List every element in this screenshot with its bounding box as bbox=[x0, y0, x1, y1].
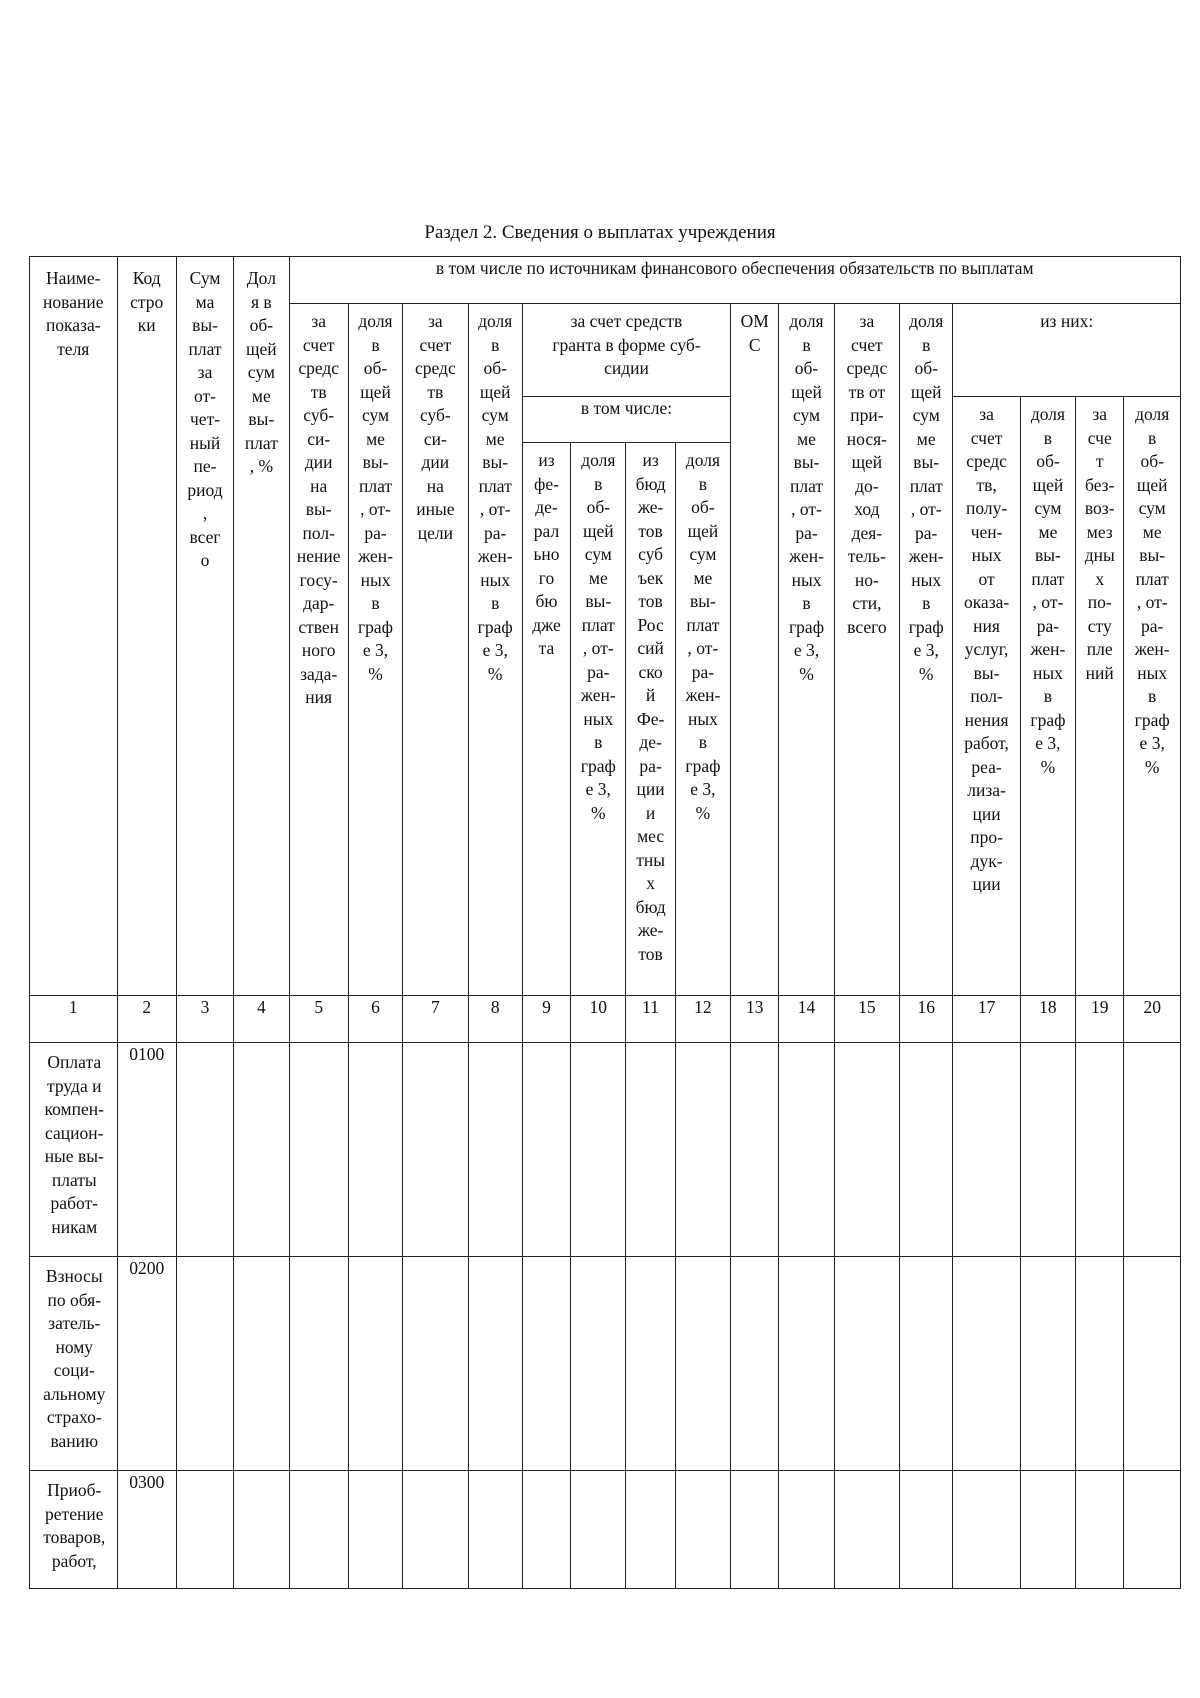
value-cell[interactable] bbox=[1076, 1471, 1124, 1589]
col-number: 12 bbox=[675, 996, 730, 1043]
col-number: 15 bbox=[834, 996, 899, 1043]
col-number: 16 bbox=[900, 996, 953, 1043]
header-of-which: из них: bbox=[953, 304, 1181, 397]
col-number: 6 bbox=[348, 996, 402, 1043]
value-cell[interactable] bbox=[779, 1471, 834, 1589]
header-col-18: доля в об- щей сум ме вы- плат , от- ра- жен- ных в граф е 3, % bbox=[1020, 397, 1075, 996]
header-col-7: за счет средс тв суб- си- дии на иные цели bbox=[403, 304, 468, 996]
value-cell[interactable] bbox=[176, 1043, 233, 1257]
row-name-cell: Приоб- ретение товаров, работ, bbox=[30, 1471, 118, 1589]
value-cell[interactable] bbox=[234, 1257, 289, 1471]
value-cell[interactable] bbox=[348, 1471, 402, 1589]
value-cell[interactable] bbox=[571, 1471, 626, 1589]
value-cell[interactable] bbox=[675, 1043, 730, 1257]
value-cell[interactable] bbox=[1020, 1043, 1075, 1257]
header-funding-sources: в том числе по источникам финансового обеспечения обязательств по выплатам bbox=[289, 257, 1180, 304]
row-name-cell: Оплата труда и компен- сацион- ные вы- платы работ- никам bbox=[30, 1043, 118, 1257]
col-number: 5 bbox=[289, 996, 348, 1043]
col-number: 2 bbox=[117, 996, 176, 1043]
header-col-17: за счет средс тв, полу- чен- ных от оказа- ния услуг, вы- пол- нения работ, реа- лиза- ции про- дук- ции bbox=[953, 397, 1020, 996]
col-number: 4 bbox=[234, 996, 289, 1043]
value-cell[interactable] bbox=[779, 1043, 834, 1257]
header-total-share: Дол я в об- щей сум ме вы- плат , % bbox=[234, 257, 289, 996]
header-indicator-name: Наиме- нование показа- теля bbox=[30, 257, 118, 996]
value-cell[interactable] bbox=[234, 1471, 289, 1589]
value-cell[interactable] bbox=[468, 1043, 522, 1257]
value-cell[interactable] bbox=[626, 1257, 675, 1471]
value-cell[interactable] bbox=[900, 1471, 953, 1589]
value-cell[interactable] bbox=[522, 1257, 570, 1471]
value-cell[interactable] bbox=[571, 1043, 626, 1257]
header-col-11: из бюд же- тов суб ъек тов Рос сий ско й Фе- де- ра- ции и мес тны х бюд же- тов bbox=[626, 443, 675, 996]
col-number: 17 bbox=[953, 996, 1020, 1043]
value-cell[interactable] bbox=[675, 1471, 730, 1589]
value-cell[interactable] bbox=[834, 1471, 899, 1589]
section-title: Раздел 2. Сведения о выплатах учреждения bbox=[424, 222, 776, 243]
header-col-13: ОМ С bbox=[731, 304, 779, 996]
value-cell[interactable] bbox=[234, 1043, 289, 1257]
header-col-20: доля в об- щей сум ме вы- плат , от- ра- жен- ных в граф е 3, % bbox=[1124, 397, 1181, 996]
value-cell[interactable] bbox=[900, 1043, 953, 1257]
value-cell[interactable] bbox=[1020, 1257, 1075, 1471]
col-number: 19 bbox=[1076, 996, 1124, 1043]
value-cell[interactable] bbox=[468, 1471, 522, 1589]
value-cell[interactable] bbox=[731, 1471, 779, 1589]
row-code-cell: 0100 bbox=[117, 1043, 176, 1257]
header-col-19: за сче т без- воз- мез дны х по- сту пле ний bbox=[1076, 397, 1124, 996]
value-cell[interactable] bbox=[176, 1471, 233, 1589]
value-cell[interactable] bbox=[176, 1257, 233, 1471]
value-cell[interactable] bbox=[403, 1471, 468, 1589]
value-cell[interactable] bbox=[348, 1257, 402, 1471]
col-number: 3 bbox=[176, 996, 233, 1043]
value-cell[interactable] bbox=[953, 1257, 1020, 1471]
header-col-6: доля в об- щей сум ме вы- плат , от- ра- жен- ных в граф е 3, % bbox=[348, 304, 402, 996]
value-cell[interactable] bbox=[834, 1043, 899, 1257]
value-cell[interactable] bbox=[403, 1257, 468, 1471]
col-number: 13 bbox=[731, 996, 779, 1043]
col-number: 10 bbox=[571, 996, 626, 1043]
header-col-8: доля в об- щей сум ме вы- плат , от- ра- жен- ных в граф е 3, % bbox=[468, 304, 522, 996]
row-code-cell: 0300 bbox=[117, 1471, 176, 1589]
header-col-15: за счет средс тв от при- нося- щей до- ход дея- тель- но- сти, всего bbox=[834, 304, 899, 996]
col-number: 20 bbox=[1124, 996, 1181, 1043]
header-col-12: доля в об- щей сум ме вы- плат , от- ра- жен- ных в граф е 3, % bbox=[675, 443, 730, 996]
value-cell[interactable] bbox=[953, 1043, 1020, 1257]
table-row bbox=[30, 1043, 1181, 1257]
value-cell[interactable] bbox=[1020, 1471, 1075, 1589]
value-cell[interactable] bbox=[953, 1471, 1020, 1589]
header-col-5: за счет средс тв суб- си- дии на вы- пол- нение госу- дар- ствен ного зада- ния bbox=[289, 304, 348, 996]
value-cell[interactable] bbox=[626, 1471, 675, 1589]
col-number: 14 bbox=[779, 996, 834, 1043]
header-grant-group: за счет средств гранта в форме суб- сидии bbox=[522, 304, 730, 397]
value-cell[interactable] bbox=[731, 1043, 779, 1257]
column-numbers-row bbox=[30, 996, 1181, 1043]
value-cell[interactable] bbox=[1076, 1257, 1124, 1471]
table-row bbox=[30, 1257, 1181, 1471]
header-col-16: доля в об- щей сум ме вы- плат , от- ра- жен- ных в граф е 3, % bbox=[900, 304, 953, 996]
col-number: 11 bbox=[626, 996, 675, 1043]
value-cell[interactable] bbox=[468, 1257, 522, 1471]
header-row-1 bbox=[30, 257, 1181, 304]
col-number: 9 bbox=[522, 996, 570, 1043]
header-col-14: доля в об- щей сум ме вы- плат , от- ра- жен- ных в граф е 3, % bbox=[779, 304, 834, 996]
value-cell[interactable] bbox=[289, 1043, 348, 1257]
value-cell[interactable] bbox=[289, 1471, 348, 1589]
value-cell[interactable] bbox=[522, 1043, 570, 1257]
value-cell[interactable] bbox=[1124, 1471, 1181, 1589]
col-number: 1 bbox=[30, 996, 118, 1043]
payments-table bbox=[29, 256, 1181, 1589]
col-number: 7 bbox=[403, 996, 468, 1043]
col-number: 8 bbox=[468, 996, 522, 1043]
value-cell[interactable] bbox=[626, 1043, 675, 1257]
value-cell[interactable] bbox=[731, 1257, 779, 1471]
col-number: 18 bbox=[1020, 996, 1075, 1043]
value-cell[interactable] bbox=[900, 1257, 953, 1471]
header-col-10: доля в об- щей сум ме вы- плат , от- ра- жен- ных в граф е 3, % bbox=[571, 443, 626, 996]
value-cell[interactable] bbox=[522, 1471, 570, 1589]
value-cell[interactable] bbox=[348, 1043, 402, 1257]
value-cell[interactable] bbox=[779, 1257, 834, 1471]
row-code-cell: 0200 bbox=[117, 1257, 176, 1471]
header-col-9: из фе- де- рал ьно го бю дже та bbox=[522, 443, 570, 996]
row-name-cell: Взносы по обя- затель- ному соци- альному страхо- ванию bbox=[30, 1257, 118, 1471]
value-cell[interactable] bbox=[403, 1043, 468, 1257]
value-cell[interactable] bbox=[571, 1257, 626, 1471]
value-cell[interactable] bbox=[1124, 1043, 1181, 1257]
value-cell[interactable] bbox=[1076, 1043, 1124, 1257]
table-row bbox=[30, 1471, 1181, 1589]
value-cell[interactable] bbox=[1124, 1257, 1181, 1471]
value-cell[interactable] bbox=[289, 1257, 348, 1471]
header-grant-including: в том числе: bbox=[522, 397, 730, 443]
value-cell[interactable] bbox=[834, 1257, 899, 1471]
value-cell[interactable] bbox=[675, 1257, 730, 1471]
header-row-code: Код стро ки bbox=[117, 257, 176, 996]
header-total-payments: Сум ма вы- плат за от- чет- ный пе- риод , всег о bbox=[176, 257, 233, 996]
